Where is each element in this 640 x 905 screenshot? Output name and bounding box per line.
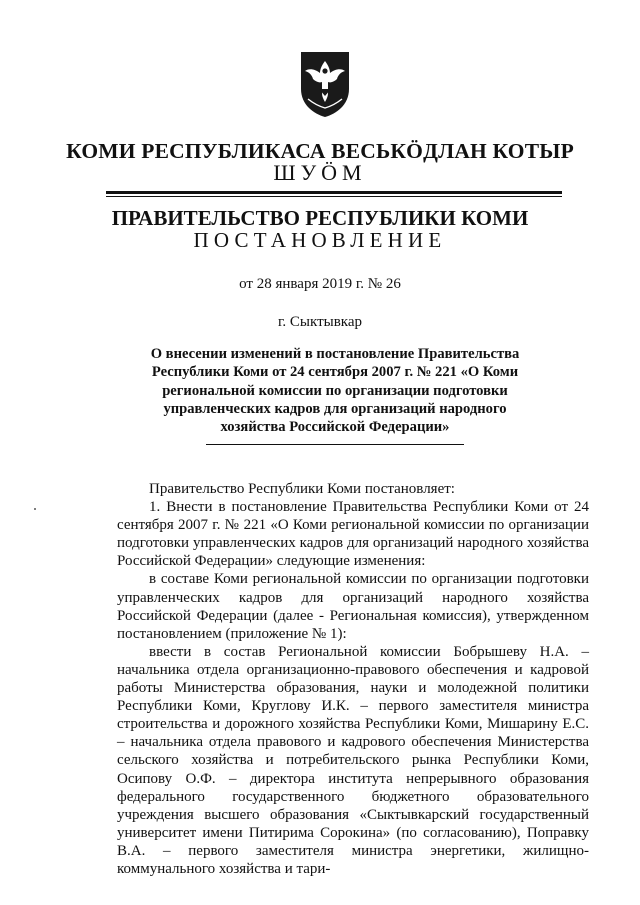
header-divider-thin <box>106 196 562 197</box>
komi-coat-of-arms-icon <box>298 49 352 119</box>
scan-dot <box>34 508 36 510</box>
body-paragraph: Правительство Республики Коми постановляет: <box>149 481 455 497</box>
body-paragraph: в составе Коми региональной комиссии по организации подготовки управленческих кадров для организаций народного хозяйства Российской Федерации (далее - Региональная комиссия), утвержденном постановлением (приложение № 1): <box>117 571 589 642</box>
document-city: г. Сыктывкар <box>277 314 363 330</box>
body-paragraph: 1. Внести в постановление Правительства Республики Коми от 24 сентября 2007 г. № 221 «О Коми региональной комиссии по организации подготовки управленческих кадров для организаций народного хозяйства Российской Федерации» следующие изменения: <box>117 499 589 570</box>
document-type: ПОСТАНОВЛЕНИЕ <box>193 228 447 252</box>
komi-document-type: ШУÖМ <box>273 160 367 185</box>
header-divider-thick <box>106 191 562 194</box>
government-name: ПРАВИТЕЛЬСТВО РЕСПУБЛИКИ КОМИ <box>111 206 529 230</box>
document-date-number: от 28 января 2019 г. № 26 <box>239 276 401 292</box>
komi-government-name: КОМИ РЕСПУБЛИКАСА ВЕСЬКӦДЛАН КОТЫР <box>66 139 574 163</box>
document-body <box>117 480 589 878</box>
document-subject: О внесении изменений в постановление Правительства Республики Коми от 24 сентября 2007 г. № 221 «О Коми региональной комиссии по организации подготовки управленческих кадров для организаций народного хозяйства Российской Федерации» <box>150 346 520 436</box>
subject-underline <box>206 444 464 445</box>
body-paragraph: ввести в состав Региональной комиссии Бобрышеву Н.А. – начальника отдела организационно-правового обеспечения и кадровой работы Министерства образования, науки и молодежной политики Республики Коми, Круглову И.К. – первого заместителя министра строительства и дорожного хозяйства Республики Коми, Мишарину Е.С. – начальника отдела правового и кадрового обеспечения Министерства сельского хозяйства и потребительского рынка Республики Коми, Осипову О.Ф. – директора института непрерывного образования федерального государственного бюджетного образовательного учреждения высшего образования «Сыктывкарский государственный университет имени Питирима Сорокина» (по согласованию), Поправку В.А. – первого заместителя министра энергетики, жилищно-коммунального хозяйства и тари- <box>117 643 589 877</box>
